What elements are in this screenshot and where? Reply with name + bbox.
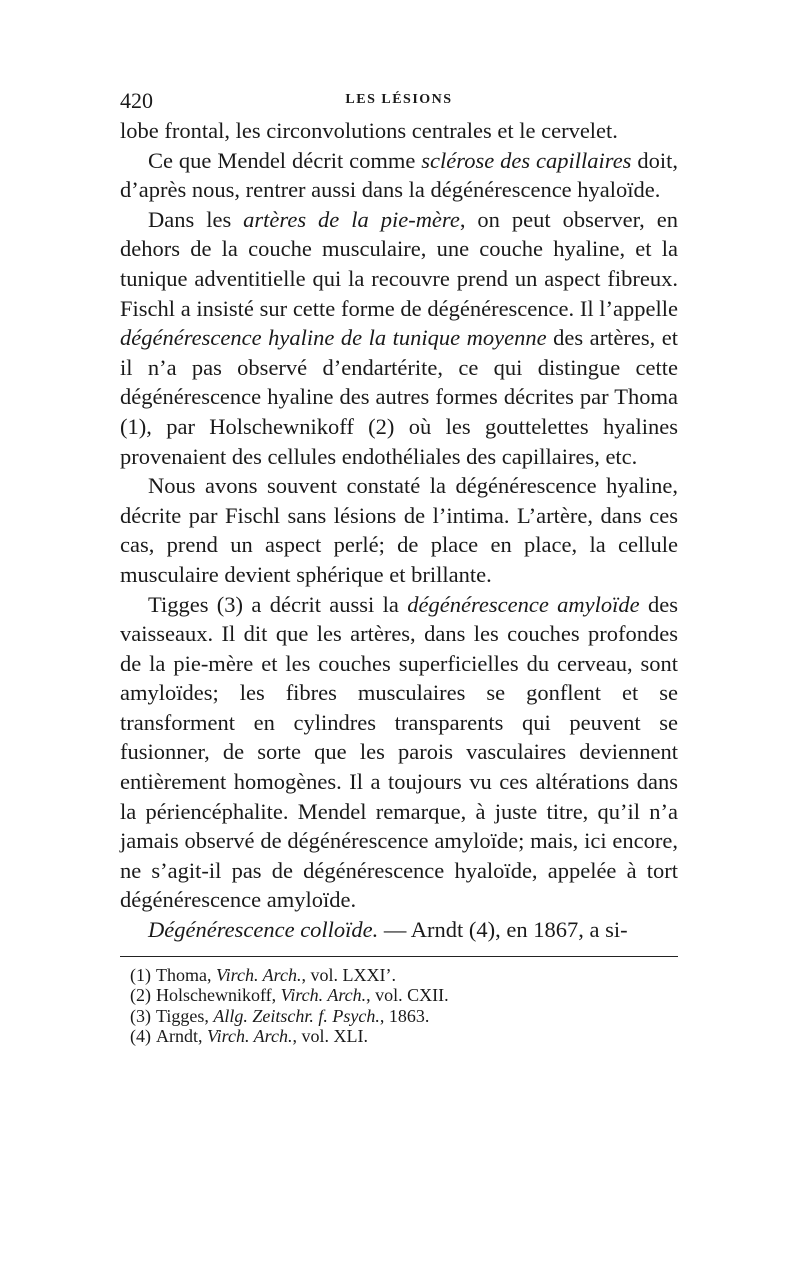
italic-text: dégénérescence hyaline de la tunique moyenne — [120, 325, 547, 351]
italic-text: dégénérescence amyloïde — [407, 591, 640, 617]
text-run: , vol. LXXI’. — [301, 964, 396, 985]
footnote-number: (2) — [130, 985, 151, 1006]
footnote-3 — [130, 1006, 678, 1027]
text-run: , vol. CXII. — [366, 985, 449, 1006]
book-page — [120, 88, 678, 1047]
text-run: , 1863. — [379, 1005, 430, 1026]
text-run: Tigges, — [156, 1005, 214, 1026]
body-text — [120, 116, 678, 945]
running-head: LES LÉSIONS — [345, 92, 453, 107]
paragraph-3 — [120, 205, 678, 471]
text-run: , on peut observer, en dehors de la couche musculaire, une couche hyaline, et la tunique adventitielle qui la recouvre prend un aspect fibreux. Fischl a insisté sur cette forme de dégénérescence. Il l’appelle — [120, 206, 678, 321]
text-run: lobe frontal, les circonvolutions centrales et le cervelet. — [120, 118, 618, 143]
page-number: 420 — [120, 88, 153, 113]
page-header — [120, 88, 678, 114]
paragraph-4 — [120, 471, 678, 589]
footnote-divider — [120, 956, 678, 957]
footnote-number: (4) — [130, 1026, 151, 1047]
italic-text: sclérose des capillaires — [421, 147, 632, 173]
text-run: Tigges (3) a décrit aussi la — [148, 591, 408, 617]
text-run: Dans les — [148, 206, 244, 232]
text-run: des vaisseaux. Il dit que les artères, dans les couches profondes de la pie-mère et les couches superficielles du cerveau, sont amyloïdes; les fibres musculaires se gonflent et se transforment en cylindres transparents qui peuvent se fusionner, de sorte que les parois vasculaires deviennent entièrement homogènes. Il a toujours vu ces altérations dans la périencéphalite. Mendel remarque, à juste titre, qu’il n’a jamais observé de dégénérescence amyloïde; mais, ici encore, ne s’agit-il pas de dégénérescence hyaloïde, appelée à tort dégénérescence amyloïde. — [120, 591, 679, 913]
italic-text: Dégénérescence colloïde. — [148, 917, 379, 943]
italic-text: Virch. Arch. — [207, 1026, 293, 1047]
text-run: — Arndt (4), en 1867, a si- — [378, 917, 628, 943]
paragraph-1 — [120, 116, 678, 146]
footnote-1 — [130, 965, 678, 986]
italic-text: Allg. Zeitschr. f. Psych. — [213, 1005, 380, 1026]
footnote-2 — [130, 985, 678, 1006]
italic-text: artères de la pie-mère — [243, 206, 460, 232]
footnote-4 — [130, 1026, 678, 1047]
paragraph-6 — [120, 915, 678, 945]
text-run: doit, d’après nous, rentrer aussi dans la dégénérescence hyaloïde. — [120, 147, 679, 203]
paragraph-5 — [120, 590, 678, 916]
footnotes — [120, 965, 678, 1047]
italic-text: Virch. Arch. — [280, 985, 367, 1006]
text-run: Ce que Mendel décrit comme — [148, 147, 422, 173]
text-run: Arndt, — [156, 1026, 207, 1047]
italic-text: Virch. Arch. — [216, 964, 302, 985]
text-run: , vol. XLI. — [292, 1026, 368, 1047]
footnote-number: (3) — [130, 1005, 151, 1026]
text-run: Holschewnikoff, — [156, 985, 281, 1006]
text-run: des artères, et il n’a pas observé d’endartérite, ce qui distingue cette dégénérescence hyaline des autres formes décrites par Thoma (1), par Holschewnikoff (2) où les gouttelettes hyalines provenaient des cellules endothéliales des capillaires, etc. — [120, 325, 678, 469]
footnote-number: (1) — [130, 964, 151, 985]
text-run: Nous avons souvent constaté la dégénérescence hyaline, décrite par Fischl sans lésions de l’intima. L’artère, dans ces cas, prend un aspect perlé; de place en place, la cellule musculaire devient sphérique et brillante. — [120, 473, 678, 587]
text-run: Thoma, — [156, 964, 216, 985]
paragraph-2 — [120, 146, 678, 205]
